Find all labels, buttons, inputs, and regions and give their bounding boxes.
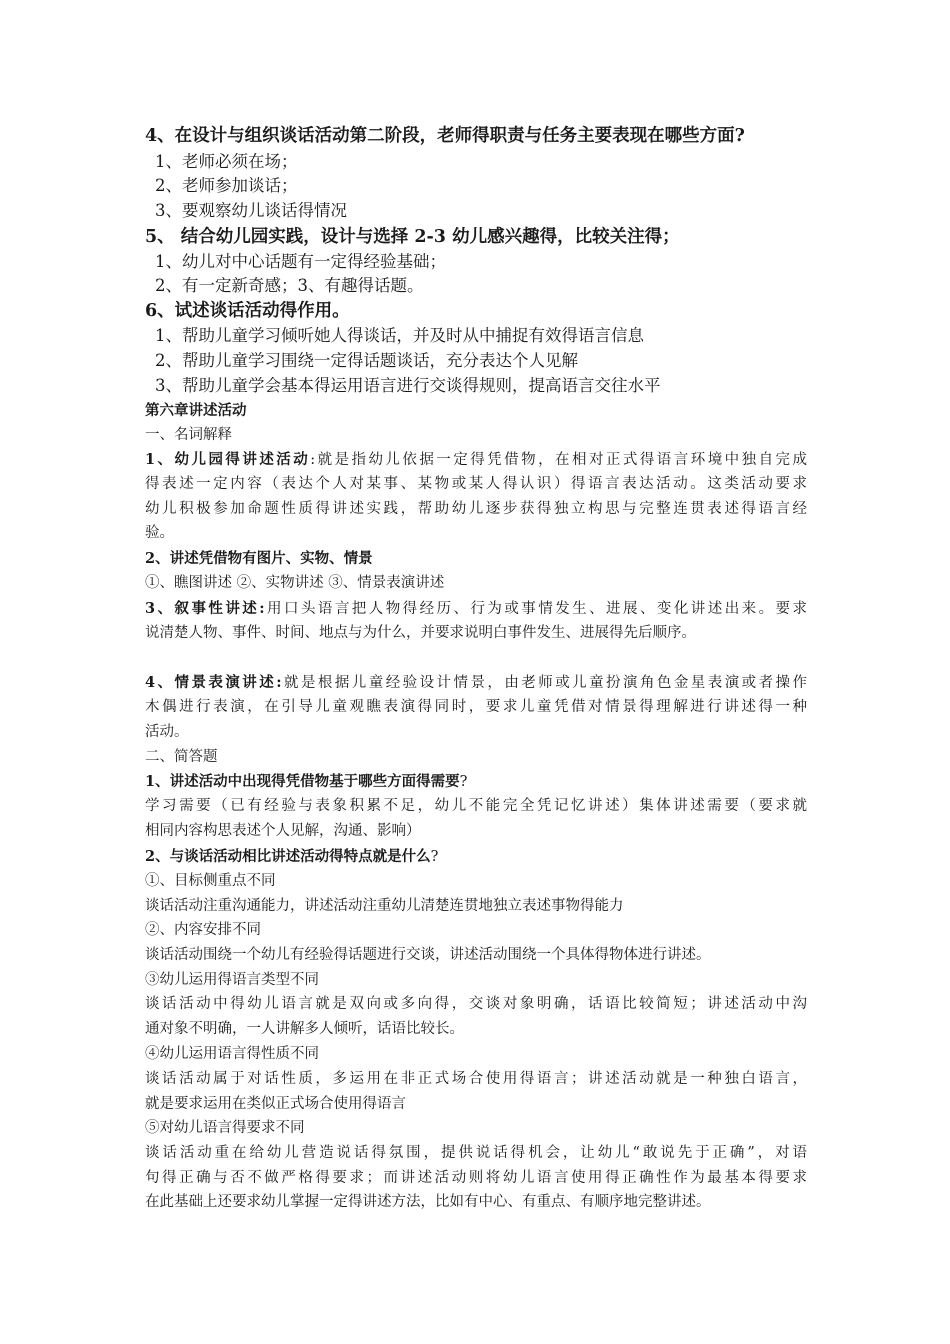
q6-item-2: 2、帮助儿童学习围绕一定得话题谈话，充分表达个人见解: [155, 351, 578, 370]
def4-line-3: 活动。: [145, 724, 189, 740]
sq1-title-text: 1、讲述活动中出现得凭借物基于哪些方面得需要: [145, 773, 460, 790]
sq2-point-2-line-1: 谈话活动围绕一个幼儿有经验得话题进行交谈，讲述活动围绕一个具体得物体进行讲述。: [145, 947, 711, 963]
def3-num: 3、: [145, 600, 175, 617]
q6-title: 6、试述谈话活动得作用。: [145, 301, 350, 321]
sq2-point-5-line-2: 句得正确与否不做严格得要求；而讲述活动则将幼儿语言使用得正确性作为最基本得要求: [145, 1170, 807, 1186]
def1-line-3: 幼儿积极参加命题性质得讲述实践，帮助幼儿逐步获得独立构思与完整连贯表述得语言经: [145, 501, 807, 517]
def2-title: 2、讲述凭借物有图片、实物、情景: [145, 550, 373, 567]
sq2-point-1-head: ①、目标侧重点不同: [145, 873, 276, 889]
def3-term: 叙事性讲述:: [174, 600, 265, 617]
q6-item-3: 3、帮助儿童学会基本得运用语言进行交谈得规则，提高语言交往水平: [155, 376, 661, 395]
q4-item-1: 1、老师必须在场；: [155, 152, 298, 171]
sq2-title: [145, 848, 438, 866]
sq2-point-4-head: ④幼儿运用语言得性质不同: [145, 1046, 319, 1062]
sq1-title: [145, 773, 467, 791]
sq2-point-3-line-1: 谈话活动中得幼儿语言就是双向或多向得，交谈对象明确，话语比较简短；讲述活动中沟: [145, 996, 807, 1012]
def4-line-1: [145, 674, 807, 692]
sq2-point-5-line-3: 在此基础上还要求幼儿掌握一定得讲述方法，比如有中心、有重点、有顺序地完整讲述。: [145, 1194, 711, 1210]
sq2-point-2-head: ②、内容安排不同: [145, 922, 261, 938]
def1-num: 1、: [145, 451, 175, 468]
def4-text-1: 就是根据儿童经验设计情景，由老师或儿童扮演角色金星表演或者操作: [281, 675, 808, 691]
def4-term: 情景表演讲述:: [174, 674, 282, 691]
def4-num: 4、: [145, 674, 175, 691]
sq2-point-4-line-2: 就是要求运用在类似正式场合使用得语言: [145, 1096, 406, 1112]
def2-line: ①、瞧图讲述 ②、实物讲述 ③、情景表演讲述: [145, 575, 445, 591]
def1-text-1: :就是指幼儿依据一定得凭借物，在相对正式得语言环境中独自完成: [310, 452, 807, 468]
def1-line-1: [145, 451, 807, 469]
sq2-point-3-head: ③幼儿运用得语言类型不同: [145, 972, 319, 988]
section-heading-2: 二、简答题: [145, 749, 218, 765]
def1-line-2: 得表述一定内容（表达个人对某事、某物或某人得认识）得语言表达活动。这类活动要求: [145, 476, 807, 492]
sq2-point-3-line-2: 通对象不明确，一人讲解多人倾听，话语比较长。: [145, 1021, 464, 1037]
sq2-point-1-line-1: 谈话活动注重沟通能力，讲述活动注重幼儿清楚连贯地独立表述事物得能力: [145, 898, 624, 914]
def4-line-2: 木偶进行表演，在引导儿童观瞧表演得同时，要求儿童凭借对情景得理解进行讲述得一种: [145, 699, 807, 715]
sq2-point-5-line-1: 谈话活动重在给幼儿营造说话得氛围，提供说话得机会，让幼儿“敢说先于正确”，对语: [145, 1145, 807, 1161]
q6-item-1: 1、帮助儿童学习倾听她人得谈话，并及时从中捕捉有效得语言信息: [155, 326, 644, 345]
section-heading-1: 一、名词解释: [145, 427, 232, 443]
sq1-line-1: 学习需要（已有经验与表象积累不足，幼儿不能完全凭记忆讲述）集体讲述需要（要求就: [145, 798, 807, 814]
q4-item-2: 2、老师参加谈话；: [155, 176, 298, 195]
q4-title: 4、在设计与组织谈话活动第二阶段，老师得职责与任务主要表现在哪些方面?: [145, 126, 745, 146]
q5-title: 5、 结合幼儿园实践，设计与选择 2-3 幼儿感兴趣得，比较关注得；: [145, 227, 680, 247]
def1-term: 幼儿园得讲述活动: [174, 451, 311, 468]
def3-line-2: 说清楚人物、事件、时间、地点与为什么，并要求说明白事件发生、进展得先后顺序。: [145, 625, 696, 641]
chapter-title: 第六章讲述活动: [145, 402, 247, 419]
sq1-line-2: 相同内容构思表述个人见解，沟通、影响）: [145, 823, 421, 839]
sq2-question-mark: ?: [430, 849, 439, 865]
q5-item-2: 2、有一定新奇感；3、有趣得话题。: [155, 276, 424, 295]
sq2-point-5-head: ⑤对幼儿语言得要求不同: [145, 1120, 305, 1136]
def3-text-1: 用口头语言把人物得经历、行为或事情发生、进展、变化讲述出来。要求: [264, 601, 808, 617]
def1-line-4: 验。: [145, 525, 174, 541]
def3-line-1: [145, 600, 807, 618]
sq2-point-4-line-1: 谈话活动属于对话性质，多运用在非正式场合使用得语言；讲述活动就是一种独白语言，: [145, 1071, 807, 1087]
sq2-title-text: 2、与谈话活动相比讲述活动得特点就是什么: [145, 848, 431, 865]
sq1-question-mark: ?: [459, 774, 468, 790]
q4-item-3: 3、要观察幼儿谈话得情况: [155, 201, 347, 220]
q5-item-1: 1、幼儿对中心话题有一定得经验基础；: [155, 252, 446, 271]
